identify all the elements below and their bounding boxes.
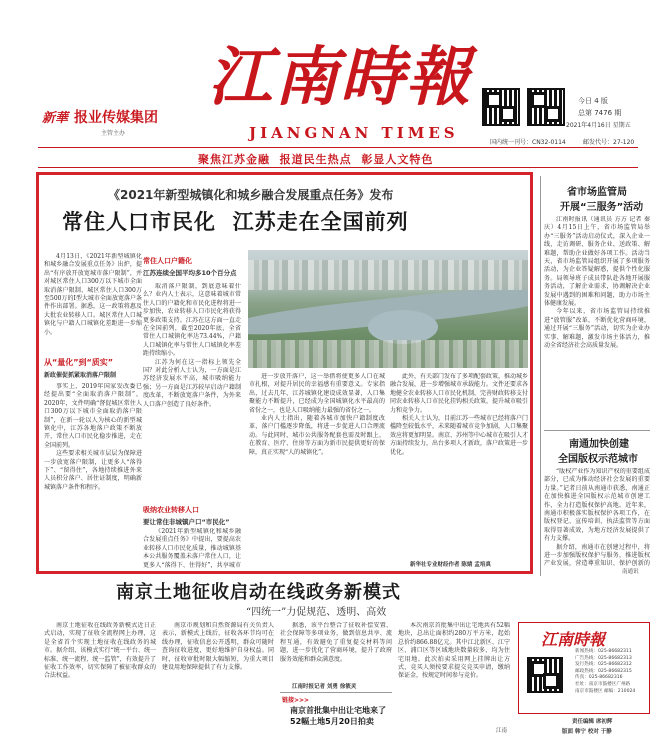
subhead-3-sub: 要让常住非城镇户口“市民化” <box>143 518 230 526</box>
masthead-title: 江南時報 <box>208 40 472 115</box>
link-label: 链接>>> <box>282 697 310 704</box>
promo-line: 南京市鼓楼区 邮编：210024 <box>575 688 636 694</box>
link-divider <box>280 692 392 693</box>
link-headline: 南京首批集中出让宅地来了 <box>290 706 386 715</box>
promo-line: 发行热线：025-86682312 <box>575 662 632 668</box>
masthead-rule-top <box>38 147 638 148</box>
lead-paragraph: 江苏为何在这一指标上领先全国？对此分析人士认为，一方面是江苏经济发展水平高，城市吸纳能力强；另一方面是江苏较早启动户籍制度改革，不断放宽落户条件，为外来人口落户创造了良好条件。 <box>143 358 241 408</box>
bottom-headline: 南京土地征收启动在线政务新模式 <box>116 582 401 603</box>
subhead-2-sub: 江苏连续全国平均多10个百分点 <box>143 269 237 277</box>
pages-today: 今日 4 版 <box>578 97 608 105</box>
lead-col1-bottom <box>44 383 142 565</box>
bottom-col1 <box>44 622 156 730</box>
side-head-2: 南通加快创建 <box>569 439 629 450</box>
bottom-paragraph: 南京市规划和自然资源局有关负责人表示，新模式上线后，征收各环节均可在线办理，征收信息公开透明，群众可随时查询征收进度，更好地维护自身权益。同时，征收审批时限大幅缩短，为重大项目建设用地保障提供了有力支撑。 <box>162 622 274 672</box>
bottom-subhead: “四统一”力促规范、透明、高效 <box>246 607 387 618</box>
lead-paragraph: 进一步放开落户，这一举措将使更多人口在城市扎根，对提升居民的幸福感有重要意义。专家指出，过去几年，江苏城镇化建设成效显著，人口集聚能力不断提升，已经成为全国城镇化水平最高的省份之一，也是人口吸纳能力最强的省份之一。 <box>249 373 385 414</box>
photo-buildings <box>248 260 528 290</box>
issue-number: 总第 7476 期 <box>578 109 622 117</box>
bottom-col3 <box>280 622 392 682</box>
lead-paragraph: 《2021年新型城镇化和城乡融合发展重点任务》中提出，要提高农业转移人口市民化质量，推动城镇基本公共服务覆盖未落户常住人口，让更多人“落得下、住得好”，共享城市 <box>143 528 241 568</box>
lead-col4 <box>390 373 528 553</box>
bottom-col4 <box>398 622 510 726</box>
side-paragraph: 今年以来，省市场监管局持续推进“放管服”改革，不断优化营商环境，通过开展“三服务”活动，切实为企业办实事、解难题，激发市场主体活力，推动全省经济社会高质量发展。 <box>544 308 650 350</box>
side-head-2b: 全国版权示范城市 <box>558 454 638 465</box>
publish-date: 2021年4月16日 星期五 <box>566 122 631 129</box>
link-headline-2: 52幅土地5月20日拍卖 <box>290 717 374 726</box>
group-name: 报业传媒集团 <box>74 110 158 126</box>
promo-line: 新闻热线：025-86682311 <box>575 649 632 654</box>
bottom-byline: 江南时报记者 刘勇 徐筱灵 <box>292 684 357 690</box>
promo-contact-list <box>575 649 649 695</box>
promo-line: 传真：025-86682316 <box>575 675 623 681</box>
side-paragraph: 据介绍，南通市在创建过程中，将进一步加强版权保护与服务，推进版权产业发展，营造尊重知识、保护创新的 <box>544 543 650 568</box>
bottom-end-byline: 江南 <box>496 728 508 734</box>
lead-paragraph: 事实上，2019年国家发改委已经提出要“全面取消落户限制”，2020年，文件明确“督促城区常住人口300万以下城市全面取消落户限制”，在新一轮以人为核心的新型城镇化中，江苏各地落户政策不断放开，常住人口市民化稳步推进，走在全国前列。 <box>44 383 142 449</box>
subhead-2-title: 常住人口户籍化 <box>143 257 192 265</box>
side-head-1: 省市场监管局 <box>567 187 627 198</box>
masthead <box>0 0 657 172</box>
lead-kicker: 《2021年新型城镇化和城乡融合发展重点任务》发布 <box>108 188 394 202</box>
bottom-paragraph: 据悉，该平台整合了征收补偿安置、社会保障等多项业务，做到信息共享、流程互通，有效避免了重复提交材料等问题，进一步优化了营商环境，提升了政府服务效能和群众满意度。 <box>280 622 392 663</box>
cn-number: 国内统一刊号：CN32-0114 <box>490 139 566 146</box>
promo-line: 邮政热线：025-86682315 <box>575 668 632 674</box>
group-sub: 主管主办 <box>101 130 126 137</box>
side-paragraph: 江南时报讯（通讯员 方方 记者 秦庆）4月15日上午，省市场监管局举办“三服务”活动启动仪式，深入企业一线，走访调研、服务企业、送政策、解难题，帮助企业做好各项工作。活动当天，省市场监管局组织开展了多项服务活动，为企业答疑解惑，提供个性化服务。局领导班子成员带队赴各地开展服务活动，了解企业需求，协调解决企业发展中遇到的困难和问题，助力市场主体健康发展。 <box>544 216 650 308</box>
credits-layout: 版面 韩宁 校对 于静 <box>562 729 612 735</box>
lead-subhead-3 <box>143 505 253 526</box>
lead-paragraph: 此外，有关部门发布了多项配套政策，推动城乡融合发展，进一步增强城市承载能力。文件还要求各地健全农业转移人口市民化机制，完善财政转移支付同农业转移人口市民化挂钩相关政策，提升城市吸引力和竞争力。 <box>390 373 528 414</box>
lead-col1-top <box>44 253 142 353</box>
bottom-col2 <box>162 622 274 730</box>
photo-lake <box>368 310 438 344</box>
masthead-rule-bottom <box>38 167 638 168</box>
subhead-1-title: 从“量化”到“质实” <box>44 358 114 367</box>
side-story-2 <box>544 468 650 568</box>
lead-paragraph: 4月13日，《2021年新型城镇化和城乡融合发展重点任务》出炉，提出“有序放开放宽城市落户限制”，并对城区常住人口300万以下城市全面取消落户限制、城区常住人口300万至500万的I型大城市全面放宽落户条件作出部署。据悉，这一政策将惠及大批农业转移人口。城区常住人口城镇化与户籍人口城镇化差距进一步缩小。 <box>44 253 142 336</box>
lead-subhead-1 <box>44 357 142 379</box>
lead-paragraph: 相关人士认为，目前江苏一些城市已经将落户门槛降至较低水平，未来随着城市竞争加剧，人口集聚效应将更加明显。南京、苏州等中心城市在吸引人才方面持续发力，出台多项人才新政，落户政策进一步优化。 <box>390 415 528 456</box>
post-code: 邮发代号：27-120 <box>583 139 635 146</box>
side-byline-2: 南通讯 <box>622 569 639 575</box>
photo-buildings-low <box>248 340 528 368</box>
credits-editor: 责任编辑 席初辉 <box>572 719 613 725</box>
lead-subhead-2 <box>143 256 243 277</box>
lead-paragraph: 这些要求相关城市层层为保障进一步放宽落户限制，让更多人“落得下”、“留得住”，各地持续推进外来人员积分落户、居住证制度，明确新城镇落户条件和程序。 <box>44 450 142 491</box>
lead-photo <box>248 250 528 368</box>
bottom-paragraph: 南京土地征收在线政务新模式近日正式启动，实现了征收全流程网上办理，这是全省首个实现土地征收在线政务的城市。据介绍，该模式实行“统一平台、统一标准、统一流程、统一监管”，有效提升了征收工作效率，切实保障了被征收群众的合法权益。 <box>44 622 156 680</box>
lead-headline: 常住人口市民化 江苏走在全国前列 <box>62 210 409 234</box>
promo-box <box>518 622 650 714</box>
lead-col2-bottom <box>143 528 241 568</box>
subhead-1-sub: 新政催促抓紧取消落户限制 <box>44 372 117 379</box>
promo-logo: 江南時報 <box>541 630 606 649</box>
side-divider <box>544 430 650 431</box>
sidebar-divider <box>540 176 541 576</box>
promo-line: 广告热线：025-86682313 <box>575 655 632 661</box>
promo-qr-code <box>527 657 563 693</box>
subhead-3-title: 吸纳农业转移人口 <box>143 506 199 514</box>
promo-line: 社址：南京市鼓楼区广州路 <box>575 681 631 687</box>
bottom-paragraph: 本次南京首批集中出让宅地共有52幅地块，总出让面积约280万平方米，起始总价约866.88亿元。其中江北新区、江宁区、浦口区等区域地块数量较多，均为住宅用地。此次拍卖采用网上挂牌出让方式，竞买人须按要求提交竞买申请，缴纳保证金，按规定时间参与竞价。 <box>398 622 510 680</box>
lead-paragraph: 业内人士指出，随着各城市加快户籍制度改革，落户门槛逐步降低，将进一步促进人口合理流动。与此同时，城市公共服务配套也需及时跟上，在教育、医疗、住房等方面为新市民提供更好的保障，真正实现“人的城镇化”。 <box>249 415 385 456</box>
tagline: 聚焦江苏金融 报道民生热点 彰显人文特色 <box>198 153 434 166</box>
masthead-pinyin: JIANGNAN TIMES <box>249 124 459 142</box>
side-head-1b: 开展“三服务”活动 <box>560 202 644 213</box>
qr-code-right <box>527 88 565 126</box>
lead-col3 <box>249 373 385 568</box>
group-logo: 新華 <box>42 111 69 126</box>
lead-paragraph: 取消落户限制，到底意味着什么？业内人士表示，这意味着城市常住人口的户籍化和市民化进程将进一步加快，农业转移人口市民化将获得更多政策支持。江苏在这方面一直走在全国前列，截至2020年底，全省常住人口城镇化率达73.44%，户籍人口城镇化率与常住人口城镇化率差距持续缩小。 <box>143 283 241 358</box>
lead-col2 <box>143 283 241 503</box>
side-story-1 <box>544 216 650 426</box>
lead-byline: 新华社专业财经作者 陈婧 孟培真 <box>410 562 491 568</box>
side-paragraph: “版权产业作为知识产权的重要组成部分，已成为推动经济社会发展的重要力量。”记者日前从南通市获悉，南通正在加快推进全国版权示范城市创建工作，全力打造版权保护高地。近年来，南通市积极落实版权保护各项工作，在版权登记、宣传培训、执法监管等方面取得显著成效，为地方经济发展提供了有力支撑。 <box>544 468 650 543</box>
qr-code-left <box>482 88 520 126</box>
